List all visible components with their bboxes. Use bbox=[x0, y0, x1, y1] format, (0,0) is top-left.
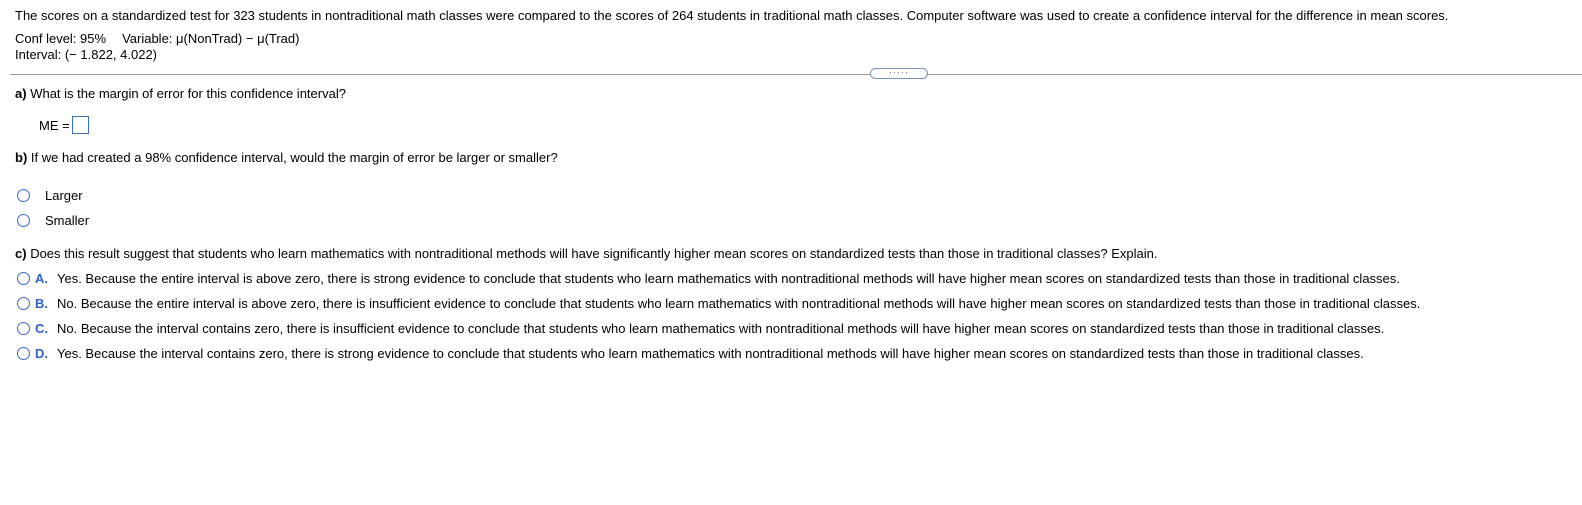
question-a-label: a) bbox=[15, 86, 27, 101]
conf-level: Conf level: 95% bbox=[15, 31, 107, 46]
option-c-text: No. Because the interval contains zero, there is insufficient evidence to conclude that students who learn mathematics with nontraditional methods will have higher mean scores on standardized tests than those in traditional classes. bbox=[57, 321, 1385, 336]
option-d-letter: D. bbox=[35, 346, 48, 361]
question-c-text: Does this result suggest that students who learn mathematics with nontraditional methods will have significantly higher mean scores on standardized tests than those in traditional classes? Explain. bbox=[30, 246, 1158, 261]
problem-intro: The scores on a standardized test for 323 students in nontraditional math classes were compared to the scores of 264 students in traditional math classes. Computer software was used to create a confidence interval for the difference in mean scores. bbox=[15, 8, 1449, 23]
question-b-text: If we had created a 98% confidence interval, would the margin of error be larger or smaller? bbox=[30, 150, 558, 165]
option-d-text: Yes. Because the interval contains zero, there is strong evidence to conclude that students who learn mathematics with nontraditional methods will have higher mean scores on standardized tests than those in traditional classes. bbox=[57, 346, 1364, 361]
radio-option-d[interactable] bbox=[17, 347, 30, 360]
radio-smaller[interactable] bbox=[17, 214, 30, 227]
question-c-label: c) bbox=[15, 246, 27, 261]
question-a bbox=[15, 86, 346, 101]
radio-larger[interactable] bbox=[17, 189, 30, 202]
option-smaller-label[interactable]: Smaller bbox=[45, 213, 90, 228]
option-a-text: Yes. Because the entire interval is above zero, there is strong evidence to conclude that students who learn mathematics with nontraditional methods will have higher mean scores on standardized tests than those in traditional classes. bbox=[57, 271, 1400, 286]
variable-label: Variable: μ(NonTrad) − μ(Trad) bbox=[122, 31, 300, 46]
option-b[interactable] bbox=[35, 296, 1420, 311]
question-c bbox=[15, 246, 1157, 261]
section-divider bbox=[10, 74, 1582, 75]
interval-label: Interval: (− 1.822, 4.022) bbox=[15, 47, 158, 62]
option-c[interactable] bbox=[35, 321, 1384, 336]
question-a-text: What is the margin of error for this confidence interval? bbox=[30, 86, 346, 101]
option-d[interactable] bbox=[35, 346, 1364, 361]
me-answer-input[interactable] bbox=[72, 116, 89, 134]
radio-option-a[interactable] bbox=[17, 272, 30, 285]
me-label: ME = bbox=[39, 118, 70, 133]
radio-option-c[interactable] bbox=[17, 322, 30, 335]
option-a-letter: A. bbox=[35, 271, 48, 286]
option-c-letter: C. bbox=[35, 321, 48, 336]
option-b-text: No. Because the entire interval is above zero, there is insufficient evidence to conclude that students who learn mathematics with nontraditional methods will have higher mean scores on standardized tests than those in traditional classes. bbox=[57, 296, 1421, 311]
question-b bbox=[15, 150, 558, 165]
option-b-letter: B. bbox=[35, 296, 48, 311]
expand-toggle-button[interactable]: ····· bbox=[870, 68, 928, 79]
option-a[interactable] bbox=[35, 271, 1400, 286]
radio-option-b[interactable] bbox=[17, 297, 30, 310]
question-b-label: b) bbox=[15, 150, 28, 165]
option-larger-label[interactable]: Larger bbox=[45, 188, 83, 203]
confidence-summary bbox=[15, 31, 299, 46]
